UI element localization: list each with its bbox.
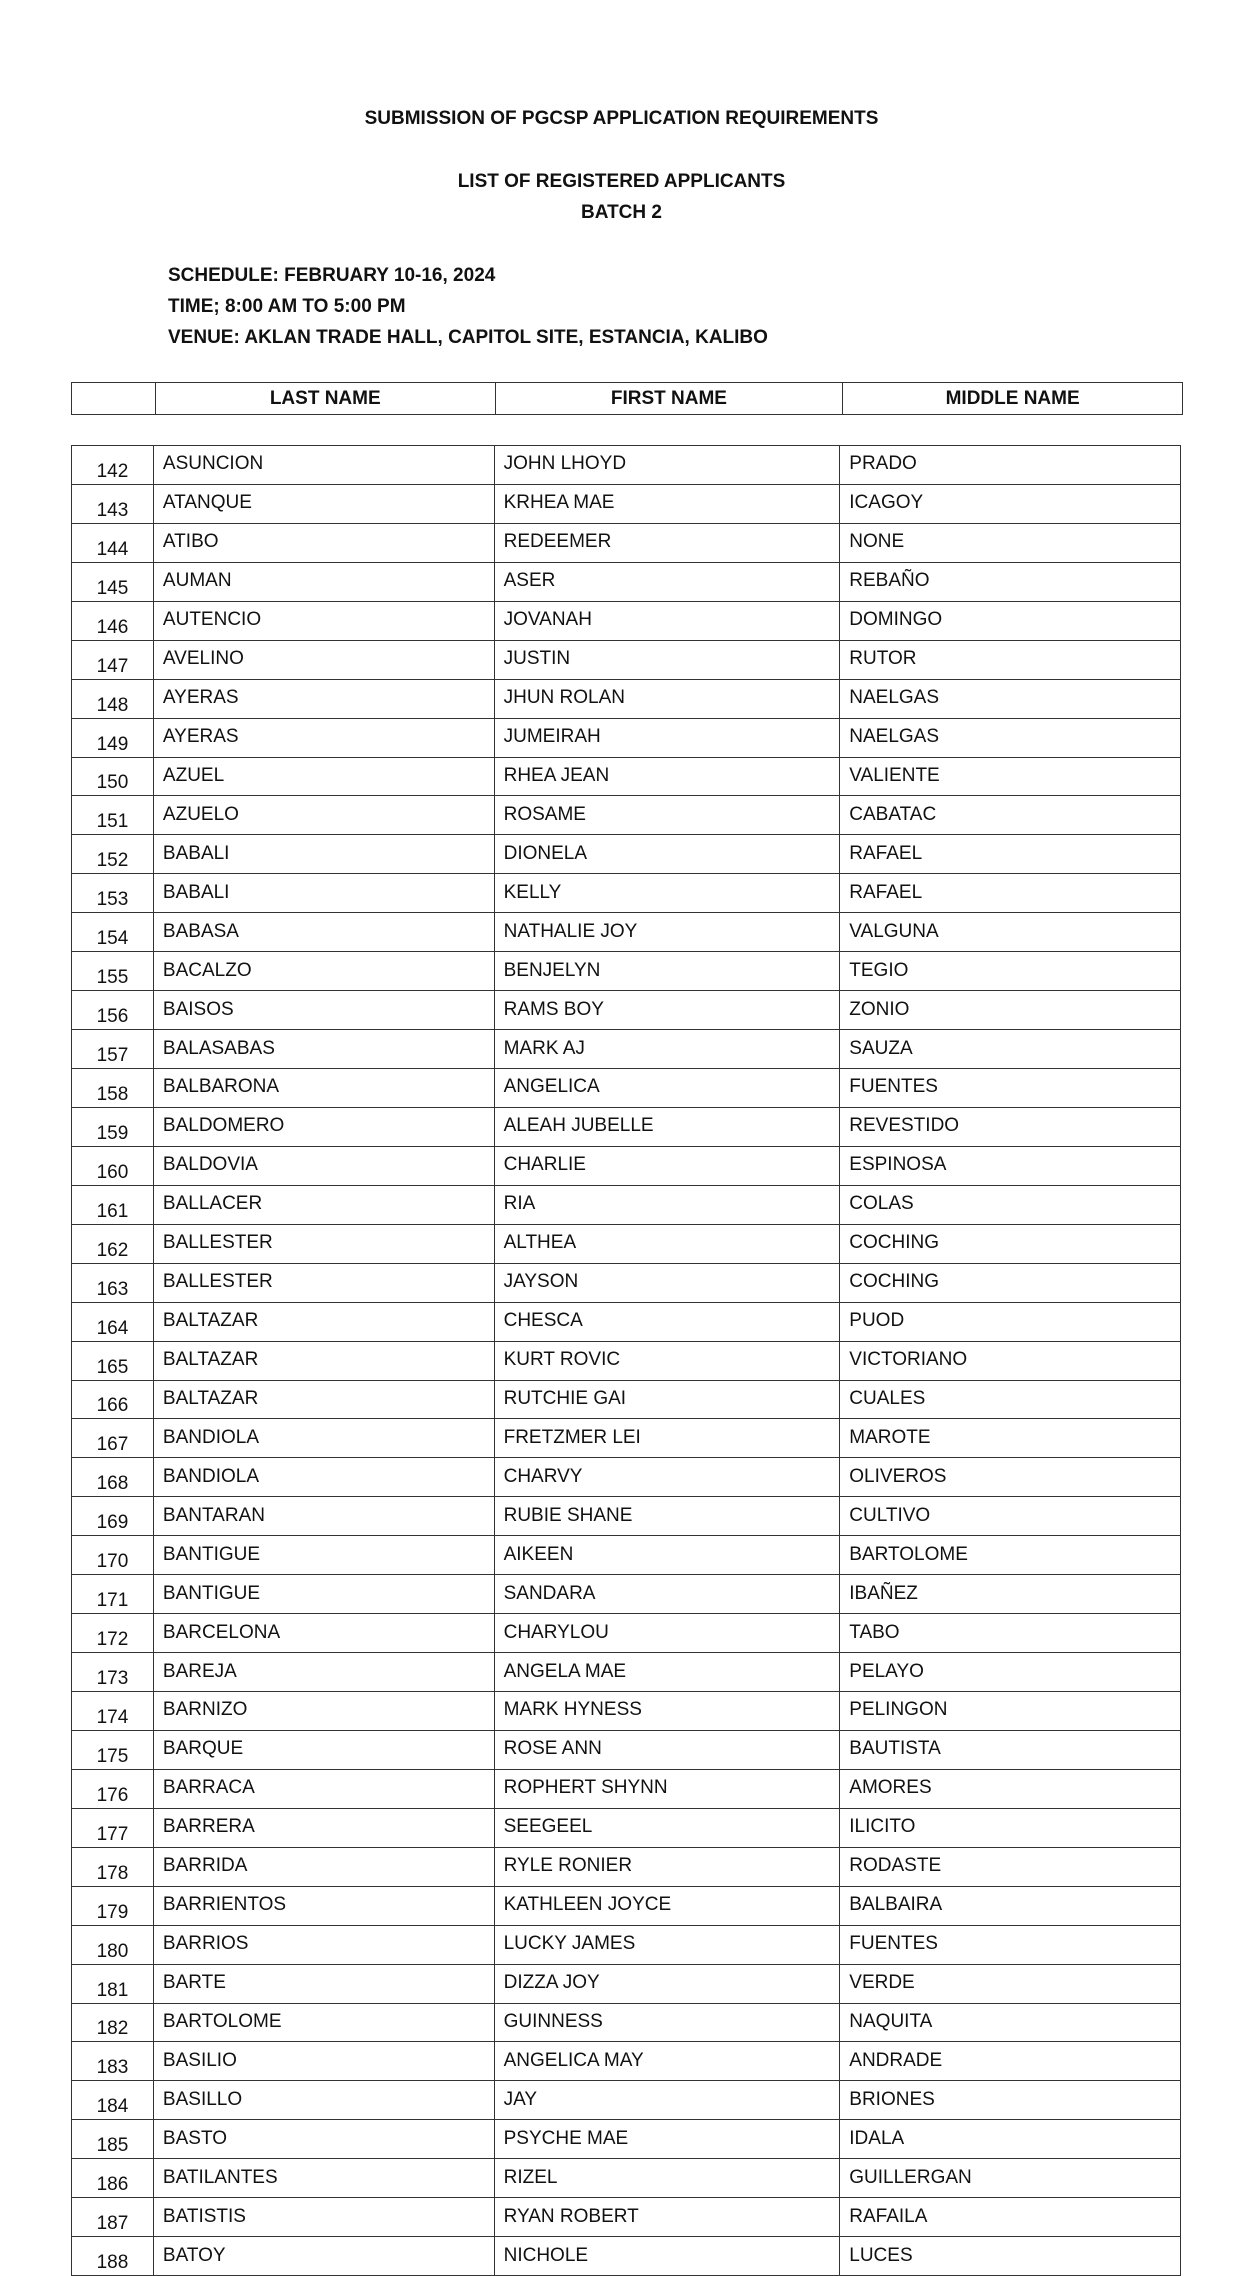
first-name-cell: RAMS BOY bbox=[494, 991, 840, 1030]
last-name-cell: BASILIO bbox=[153, 2042, 494, 2081]
last-name-cell: BALLESTER bbox=[153, 1224, 494, 1263]
table-row bbox=[72, 1886, 1181, 1925]
last-name-cell: BASTO bbox=[153, 2120, 494, 2159]
last-name-cell: BARRERA bbox=[153, 1808, 494, 1847]
first-name-cell: RUTCHIE GAI bbox=[494, 1380, 840, 1419]
last-name-cell: BANDIOLA bbox=[153, 1458, 494, 1497]
first-name-cell: JAY bbox=[494, 2081, 840, 2120]
last-name-cell: BATOY bbox=[153, 2237, 494, 2276]
last-name-cell: BALBARONA bbox=[153, 1069, 494, 1108]
row-number: 145 bbox=[72, 562, 154, 601]
row-number: 182 bbox=[72, 2003, 154, 2042]
table-row bbox=[72, 1925, 1181, 1964]
row-number: 183 bbox=[72, 2042, 154, 2081]
middle-name-cell: BAUTISTA bbox=[840, 1730, 1181, 1769]
middle-name-cell: CULTIVO bbox=[840, 1497, 1181, 1536]
first-name-cell: ASER bbox=[494, 562, 840, 601]
table-row bbox=[72, 1146, 1181, 1185]
table-row bbox=[72, 1614, 1181, 1653]
last-name-cell: BALDOMERO bbox=[153, 1107, 494, 1146]
middle-name-cell: ILICITO bbox=[840, 1808, 1181, 1847]
list-subtitle: LIST OF REGISTERED APPLICANTS bbox=[457, 171, 786, 192]
table-row bbox=[72, 640, 1181, 679]
last-name-cell: BARTE bbox=[153, 1964, 494, 2003]
row-number: 188 bbox=[72, 2237, 154, 2276]
middle-name-cell: REBAÑO bbox=[840, 562, 1181, 601]
middle-name-cell: NAELGAS bbox=[840, 679, 1181, 718]
last-name-cell: BACALZO bbox=[153, 952, 494, 991]
table-row bbox=[72, 2198, 1181, 2237]
row-number: 169 bbox=[72, 1497, 154, 1536]
row-number: 178 bbox=[72, 1847, 154, 1886]
table-row bbox=[72, 1030, 1181, 1069]
first-name-cell: KELLY bbox=[494, 874, 840, 913]
middle-name-cell: IBAÑEZ bbox=[840, 1575, 1181, 1614]
table-row bbox=[72, 1224, 1181, 1263]
last-name-cell: AYERAS bbox=[153, 679, 494, 718]
row-number: 176 bbox=[72, 1769, 154, 1808]
last-name-cell: BARRIOS bbox=[153, 1925, 494, 1964]
middle-name-cell: NONE bbox=[840, 523, 1181, 562]
row-number: 144 bbox=[72, 523, 154, 562]
first-name-cell: NICHOLE bbox=[494, 2237, 840, 2276]
row-number: 161 bbox=[72, 1185, 154, 1224]
middle-name-cell: CUALES bbox=[840, 1380, 1181, 1419]
row-number: 187 bbox=[72, 2198, 154, 2237]
last-name-cell: BALDOVIA bbox=[153, 1146, 494, 1185]
last-name-cell: AZUELO bbox=[153, 796, 494, 835]
first-name-cell: RYLE RONIER bbox=[494, 1847, 840, 1886]
last-name-cell: BANDIOLA bbox=[153, 1419, 494, 1458]
row-number: 173 bbox=[72, 1653, 154, 1692]
batch-label: BATCH 2 bbox=[581, 202, 662, 223]
row-number: 148 bbox=[72, 679, 154, 718]
table-row bbox=[72, 874, 1181, 913]
row-number: 152 bbox=[72, 835, 154, 874]
row-number: 159 bbox=[72, 1107, 154, 1146]
row-number: 155 bbox=[72, 952, 154, 991]
table-row bbox=[72, 796, 1181, 835]
first-name-cell: CHARYLOU bbox=[494, 1614, 840, 1653]
middle-name-cell: FUENTES bbox=[840, 1925, 1181, 1964]
table-row bbox=[72, 1185, 1181, 1224]
document-title: SUBMISSION OF PGCSP APPLICATION REQUIREMENTS bbox=[364, 108, 879, 129]
first-name-cell: AIKEEN bbox=[494, 1536, 840, 1575]
row-number: 143 bbox=[72, 484, 154, 523]
first-name-cell: JHUN ROLAN bbox=[494, 679, 840, 718]
last-name-cell: BATISTIS bbox=[153, 2198, 494, 2237]
first-name-cell: ANGELA MAE bbox=[494, 1653, 840, 1692]
col-last-name-header: LAST NAME bbox=[155, 383, 495, 415]
middle-name-cell: OLIVEROS bbox=[840, 1458, 1181, 1497]
last-name-cell: BALTAZAR bbox=[153, 1380, 494, 1419]
row-number: 163 bbox=[72, 1263, 154, 1302]
first-name-cell: CHARVY bbox=[494, 1458, 840, 1497]
middle-name-cell: GUILLERGAN bbox=[840, 2159, 1181, 2198]
table-row bbox=[72, 679, 1181, 718]
table-row bbox=[72, 562, 1181, 601]
col-number-header bbox=[72, 383, 156, 415]
first-name-cell: JOVANAH bbox=[494, 601, 840, 640]
middle-name-cell: COLAS bbox=[840, 1185, 1181, 1224]
table-row bbox=[72, 1536, 1181, 1575]
first-name-cell: RIZEL bbox=[494, 2159, 840, 2198]
row-number: 142 bbox=[72, 446, 154, 485]
first-name-cell: CHESCA bbox=[494, 1302, 840, 1341]
table-row bbox=[72, 1497, 1181, 1536]
venue-line: VENUE: AKLAN TRADE HALL, CAPITOL SITE, ESTANCIA, KALIBO bbox=[168, 327, 768, 348]
first-name-cell: ALEAH JUBELLE bbox=[494, 1107, 840, 1146]
row-number: 162 bbox=[72, 1224, 154, 1263]
last-name-cell: BANTIGUE bbox=[153, 1536, 494, 1575]
middle-name-cell: VALIENTE bbox=[840, 757, 1181, 796]
first-name-cell: DIZZA JOY bbox=[494, 1964, 840, 2003]
middle-name-cell: BRIONES bbox=[840, 2081, 1181, 2120]
row-number: 186 bbox=[72, 2159, 154, 2198]
first-name-cell: RIA bbox=[494, 1185, 840, 1224]
first-name-cell: GUINNESS bbox=[494, 2003, 840, 2042]
last-name-cell: BARRIENTOS bbox=[153, 1886, 494, 1925]
first-name-cell: RHEA JEAN bbox=[494, 757, 840, 796]
last-name-cell: BALTAZAR bbox=[153, 1341, 494, 1380]
row-number: 149 bbox=[72, 718, 154, 757]
middle-name-cell: ESPINOSA bbox=[840, 1146, 1181, 1185]
last-name-cell: AUTENCIO bbox=[153, 601, 494, 640]
table-row bbox=[72, 1458, 1181, 1497]
middle-name-cell: FUENTES bbox=[840, 1069, 1181, 1108]
last-name-cell: BATILANTES bbox=[153, 2159, 494, 2198]
last-name-cell: BARQUE bbox=[153, 1730, 494, 1769]
last-name-cell: AYERAS bbox=[153, 718, 494, 757]
last-name-cell: BARRACA bbox=[153, 1769, 494, 1808]
last-name-cell: ASUNCION bbox=[153, 446, 494, 485]
row-number: 156 bbox=[72, 991, 154, 1030]
row-number: 157 bbox=[72, 1030, 154, 1069]
first-name-cell: KURT ROVIC bbox=[494, 1341, 840, 1380]
first-name-cell: ANGELICA bbox=[494, 1069, 840, 1108]
middle-name-cell: LUCES bbox=[840, 2237, 1181, 2276]
row-number: 168 bbox=[72, 1458, 154, 1497]
row-number: 153 bbox=[72, 874, 154, 913]
middle-name-cell: RAFAEL bbox=[840, 874, 1181, 913]
middle-name-cell: ANDRADE bbox=[840, 2042, 1181, 2081]
table-row bbox=[72, 1302, 1181, 1341]
first-name-cell: ROSAME bbox=[494, 796, 840, 835]
first-name-cell: RYAN ROBERT bbox=[494, 2198, 840, 2237]
first-name-cell: NATHALIE JOY bbox=[494, 913, 840, 952]
table-row bbox=[72, 1069, 1181, 1108]
table-row bbox=[72, 2081, 1181, 2120]
first-name-cell: ROPHERT SHYNN bbox=[494, 1769, 840, 1808]
middle-name-cell: BALBAIRA bbox=[840, 1886, 1181, 1925]
last-name-cell: BANTIGUE bbox=[153, 1575, 494, 1614]
table-row bbox=[72, 446, 1181, 485]
last-name-cell: BARNIZO bbox=[153, 1692, 494, 1731]
row-number: 151 bbox=[72, 796, 154, 835]
middle-name-cell: CABATAC bbox=[840, 796, 1181, 835]
row-number: 164 bbox=[72, 1302, 154, 1341]
column-header-table bbox=[71, 382, 1183, 415]
first-name-cell: ANGELICA MAY bbox=[494, 2042, 840, 2081]
first-name-cell: KRHEA MAE bbox=[494, 484, 840, 523]
middle-name-cell: RODASTE bbox=[840, 1847, 1181, 1886]
table-row bbox=[72, 1263, 1181, 1302]
middle-name-cell: VERDE bbox=[840, 1964, 1181, 2003]
first-name-cell: CHARLIE bbox=[494, 1146, 840, 1185]
table-row bbox=[72, 1107, 1181, 1146]
table-row bbox=[72, 1769, 1181, 1808]
first-name-cell: REDEEMER bbox=[494, 523, 840, 562]
table-row bbox=[72, 757, 1181, 796]
last-name-cell: BABASA bbox=[153, 913, 494, 952]
first-name-cell: MARK AJ bbox=[494, 1030, 840, 1069]
row-number: 171 bbox=[72, 1575, 154, 1614]
middle-name-cell: RAFAILA bbox=[840, 2198, 1181, 2237]
middle-name-cell: RAFAEL bbox=[840, 835, 1181, 874]
row-number: 185 bbox=[72, 2120, 154, 2159]
first-name-cell: DIONELA bbox=[494, 835, 840, 874]
last-name-cell: BANTARAN bbox=[153, 1497, 494, 1536]
table-row bbox=[72, 2120, 1181, 2159]
row-number: 158 bbox=[72, 1069, 154, 1108]
last-name-cell: BAREJA bbox=[153, 1653, 494, 1692]
table-row bbox=[72, 835, 1181, 874]
last-name-cell: AZUEL bbox=[153, 757, 494, 796]
table-row bbox=[72, 523, 1181, 562]
row-number: 177 bbox=[72, 1808, 154, 1847]
col-middle-name-header: MIDDLE NAME bbox=[843, 383, 1183, 415]
last-name-cell: BASILLO bbox=[153, 2081, 494, 2120]
table-row bbox=[72, 1692, 1181, 1731]
first-name-cell: SEEGEEL bbox=[494, 1808, 840, 1847]
table-row bbox=[72, 1419, 1181, 1458]
table-row bbox=[72, 1653, 1181, 1692]
row-number: 172 bbox=[72, 1614, 154, 1653]
table-row bbox=[72, 1847, 1181, 1886]
first-name-cell: LUCKY JAMES bbox=[494, 1925, 840, 1964]
last-name-cell: BABALI bbox=[153, 874, 494, 913]
row-number: 181 bbox=[72, 1964, 154, 2003]
table-row bbox=[72, 1808, 1181, 1847]
schedule-line: SCHEDULE: FEBRUARY 10-16, 2024 bbox=[168, 265, 496, 286]
first-name-cell: RUBIE SHANE bbox=[494, 1497, 840, 1536]
middle-name-cell: MAROTE bbox=[840, 1419, 1181, 1458]
middle-name-cell: BARTOLOME bbox=[840, 1536, 1181, 1575]
col-first-name-header: FIRST NAME bbox=[495, 383, 843, 415]
first-name-cell: JUSTIN bbox=[494, 640, 840, 679]
applicants-table bbox=[71, 445, 1181, 2276]
table-row bbox=[72, 1730, 1181, 1769]
last-name-cell: BARTOLOME bbox=[153, 2003, 494, 2042]
row-number: 179 bbox=[72, 1886, 154, 1925]
last-name-cell: BALASABAS bbox=[153, 1030, 494, 1069]
middle-name-cell: COCHING bbox=[840, 1224, 1181, 1263]
last-name-cell: ATIBO bbox=[153, 523, 494, 562]
row-number: 147 bbox=[72, 640, 154, 679]
middle-name-cell: TABO bbox=[840, 1614, 1181, 1653]
last-name-cell: AUMAN bbox=[153, 562, 494, 601]
first-name-cell: PSYCHE MAE bbox=[494, 2120, 840, 2159]
table-row bbox=[72, 2237, 1181, 2276]
row-number: 154 bbox=[72, 913, 154, 952]
last-name-cell: ATANQUE bbox=[153, 484, 494, 523]
applicants-table-body bbox=[72, 446, 1181, 2276]
middle-name-cell: COCHING bbox=[840, 1263, 1181, 1302]
row-number: 146 bbox=[72, 601, 154, 640]
middle-name-cell: DOMINGO bbox=[840, 601, 1181, 640]
table-row bbox=[72, 1575, 1181, 1614]
first-name-cell: KATHLEEN JOYCE bbox=[494, 1886, 840, 1925]
time-line: TIME; 8:00 AM TO 5:00 PM bbox=[168, 296, 406, 317]
table-row bbox=[72, 952, 1181, 991]
first-name-cell: JOHN LHOYD bbox=[494, 446, 840, 485]
middle-name-cell: PUOD bbox=[840, 1302, 1181, 1341]
table-row bbox=[72, 2003, 1181, 2042]
table-row bbox=[72, 913, 1181, 952]
middle-name-cell: VICTORIANO bbox=[840, 1341, 1181, 1380]
middle-name-cell: VALGUNA bbox=[840, 913, 1181, 952]
first-name-cell: ROSE ANN bbox=[494, 1730, 840, 1769]
table-row bbox=[72, 484, 1181, 523]
last-name-cell: BALLACER bbox=[153, 1185, 494, 1224]
middle-name-cell: ZONIO bbox=[840, 991, 1181, 1030]
table-row bbox=[72, 601, 1181, 640]
first-name-cell: SANDARA bbox=[494, 1575, 840, 1614]
table-row bbox=[72, 991, 1181, 1030]
row-number: 150 bbox=[72, 757, 154, 796]
last-name-cell: AVELINO bbox=[153, 640, 494, 679]
table-row bbox=[72, 1380, 1181, 1419]
middle-name-cell: RUTOR bbox=[840, 640, 1181, 679]
first-name-cell: JUMEIRAH bbox=[494, 718, 840, 757]
row-number: 167 bbox=[72, 1419, 154, 1458]
last-name-cell: BARRIDA bbox=[153, 1847, 494, 1886]
middle-name-cell: ICAGOY bbox=[840, 484, 1181, 523]
middle-name-cell: TEGIO bbox=[840, 952, 1181, 991]
row-number: 184 bbox=[72, 2081, 154, 2120]
first-name-cell: MARK HYNESS bbox=[494, 1692, 840, 1731]
row-number: 160 bbox=[72, 1146, 154, 1185]
middle-name-cell: NAQUITA bbox=[840, 2003, 1181, 2042]
middle-name-cell: AMORES bbox=[840, 1769, 1181, 1808]
last-name-cell: BABALI bbox=[153, 835, 494, 874]
first-name-cell: ALTHEA bbox=[494, 1224, 840, 1263]
table-row bbox=[72, 2159, 1181, 2198]
middle-name-cell: NAELGAS bbox=[840, 718, 1181, 757]
middle-name-cell: IDALA bbox=[840, 2120, 1181, 2159]
middle-name-cell: REVESTIDO bbox=[840, 1107, 1181, 1146]
row-number: 180 bbox=[72, 1925, 154, 1964]
table-row bbox=[72, 1964, 1181, 2003]
row-number: 166 bbox=[72, 1380, 154, 1419]
first-name-cell: BENJELYN bbox=[494, 952, 840, 991]
last-name-cell: BALTAZAR bbox=[153, 1302, 494, 1341]
middle-name-cell: SAUZA bbox=[840, 1030, 1181, 1069]
row-number: 170 bbox=[72, 1536, 154, 1575]
row-number: 175 bbox=[72, 1730, 154, 1769]
middle-name-cell: PELAYO bbox=[840, 1653, 1181, 1692]
first-name-cell: JAYSON bbox=[494, 1263, 840, 1302]
first-name-cell: FRETZMER LEI bbox=[494, 1419, 840, 1458]
table-row bbox=[72, 1341, 1181, 1380]
table-row bbox=[72, 718, 1181, 757]
last-name-cell: BAISOS bbox=[153, 991, 494, 1030]
row-number: 174 bbox=[72, 1692, 154, 1731]
middle-name-cell: PELINGON bbox=[840, 1692, 1181, 1731]
middle-name-cell: PRADO bbox=[840, 446, 1181, 485]
last-name-cell: BALLESTER bbox=[153, 1263, 494, 1302]
row-number: 165 bbox=[72, 1341, 154, 1380]
last-name-cell: BARCELONA bbox=[153, 1614, 494, 1653]
